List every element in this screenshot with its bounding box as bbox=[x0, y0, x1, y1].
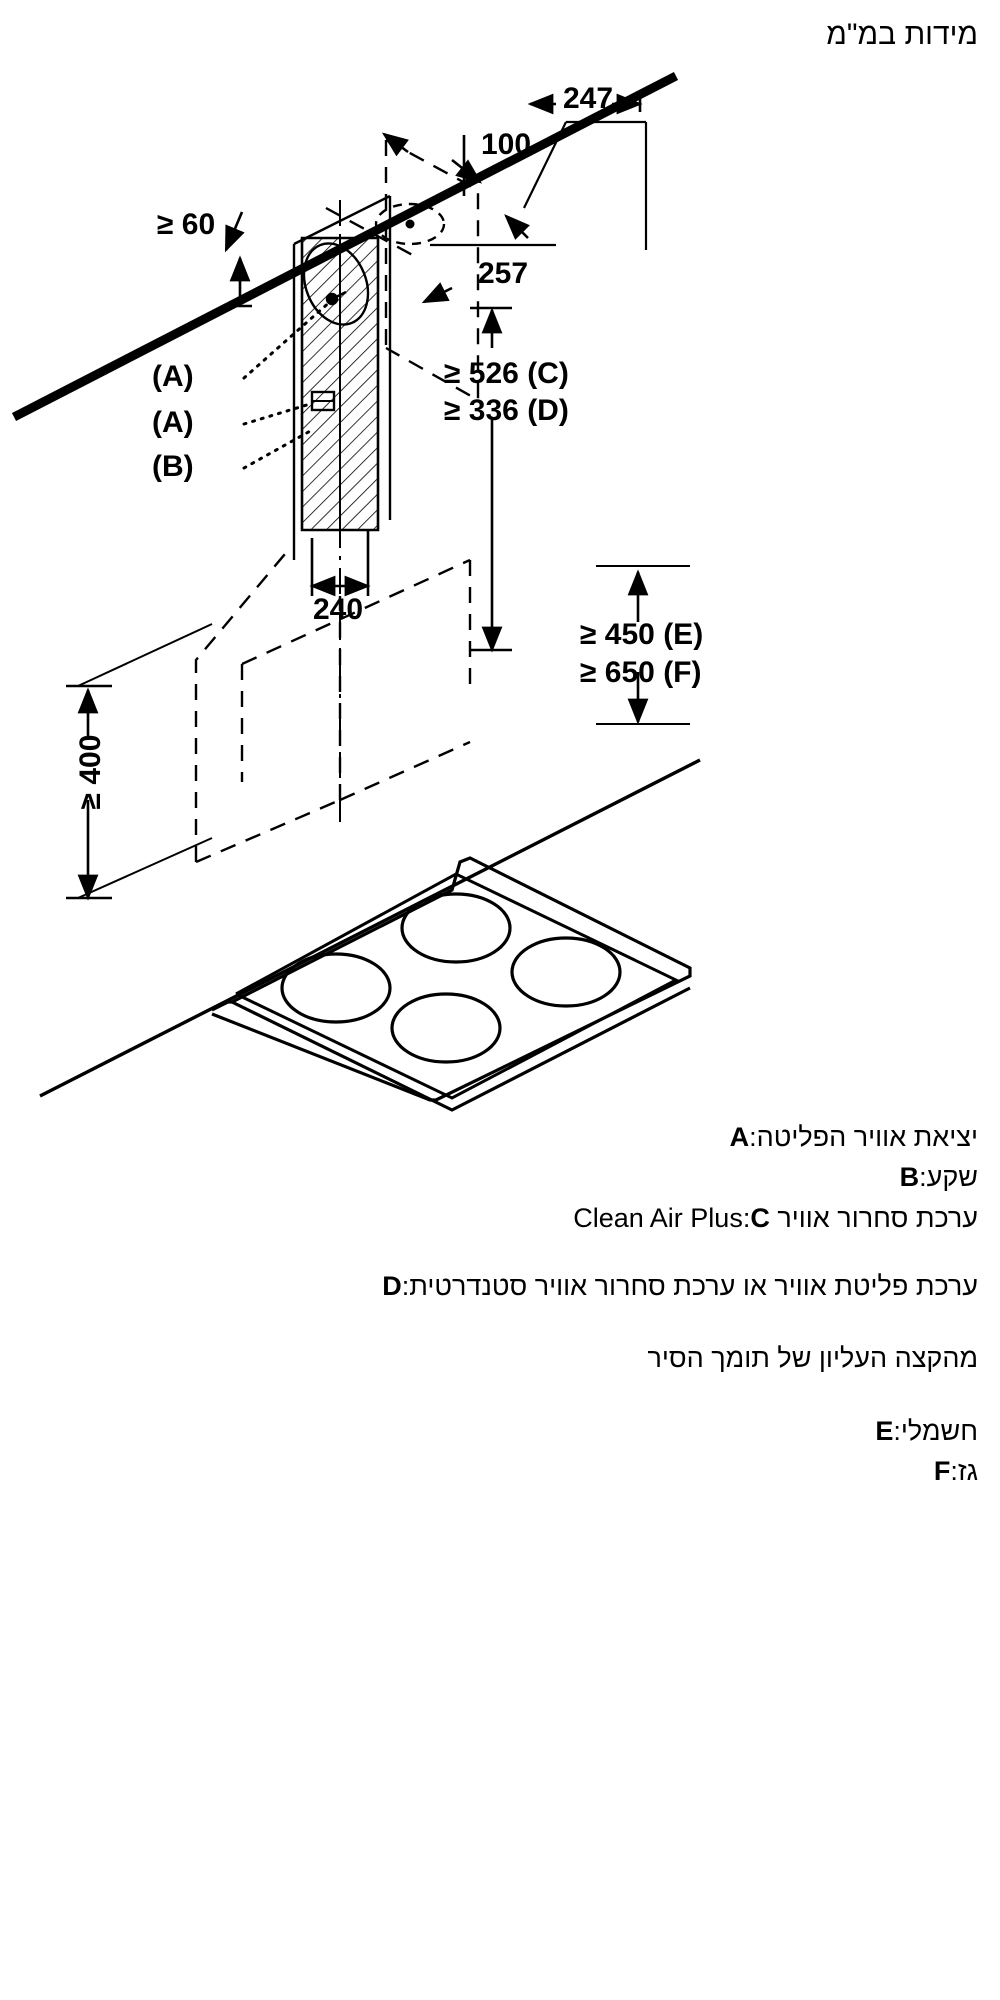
legend-separator: : bbox=[950, 1455, 958, 1486]
callout-label-a2: (A) bbox=[152, 406, 194, 439]
legend-separator: : bbox=[893, 1415, 901, 1446]
legend-item-d bbox=[0, 1267, 978, 1305]
dim-label-min-60: ≥ 60 bbox=[157, 208, 216, 241]
dim-label-247: 247 bbox=[563, 82, 614, 115]
dim-label-100: 100 bbox=[481, 128, 532, 161]
legend-item-b-text: שקע bbox=[926, 1162, 978, 1193]
page-title: מידות במ"מ bbox=[826, 18, 978, 51]
legend-item-f bbox=[0, 1452, 978, 1490]
dim-label-height-c: ≥ 526 (C) bbox=[444, 357, 569, 390]
dim-label-240: 240 bbox=[313, 593, 364, 626]
legend-separator: : bbox=[919, 1162, 927, 1193]
legend-item-c bbox=[0, 1199, 978, 1237]
legend-note: מהקצה העליון של תומך הסיר bbox=[647, 1343, 978, 1374]
callout-label-a1: (A) bbox=[152, 360, 194, 393]
callout-label-b: (B) bbox=[152, 450, 194, 483]
outlet-center-dot bbox=[406, 220, 415, 229]
legend-item-c-key: C bbox=[750, 1202, 770, 1233]
legend-separator: : bbox=[749, 1122, 757, 1152]
dim-label-height-e: ≥ 450 (E) bbox=[580, 618, 704, 651]
legend-item-b bbox=[0, 1158, 978, 1196]
dim-label-257: 257 bbox=[478, 257, 529, 290]
legend-item-d-text: ערכת פליטת אוויר או ערכת סחרור אוויר סטנדרטית bbox=[409, 1270, 978, 1301]
legend-item-e-key: E bbox=[875, 1415, 894, 1446]
legend-item-a bbox=[0, 1118, 978, 1156]
legend-item-d-key: D bbox=[382, 1270, 402, 1301]
legend-item-b-key: B bbox=[899, 1162, 920, 1193]
legend-item-e bbox=[0, 1412, 978, 1450]
legend-item-e-text: חשמלי bbox=[900, 1415, 978, 1446]
legend-item-a-text: יציאת אוויר הפליטה bbox=[756, 1122, 978, 1152]
legend-item-c-text: ערכת סחרור אוויר Clean Air Plus bbox=[573, 1202, 978, 1233]
cooktop-icon bbox=[40, 760, 700, 1110]
legend bbox=[0, 1118, 1000, 1492]
legend-separator: : bbox=[401, 1270, 410, 1301]
dim-label-height-d: ≥ 336 (D) bbox=[444, 394, 569, 427]
dim-label-height-400: ≥ 400 bbox=[74, 734, 107, 810]
legend-separator: : bbox=[742, 1202, 751, 1233]
dim-label-height-f: ≥ 650 (F) bbox=[580, 656, 702, 689]
legend-item-a-key: A bbox=[729, 1122, 750, 1152]
legend-item-f-key: F bbox=[933, 1455, 951, 1486]
legend-item-f-text: גז bbox=[957, 1455, 978, 1486]
